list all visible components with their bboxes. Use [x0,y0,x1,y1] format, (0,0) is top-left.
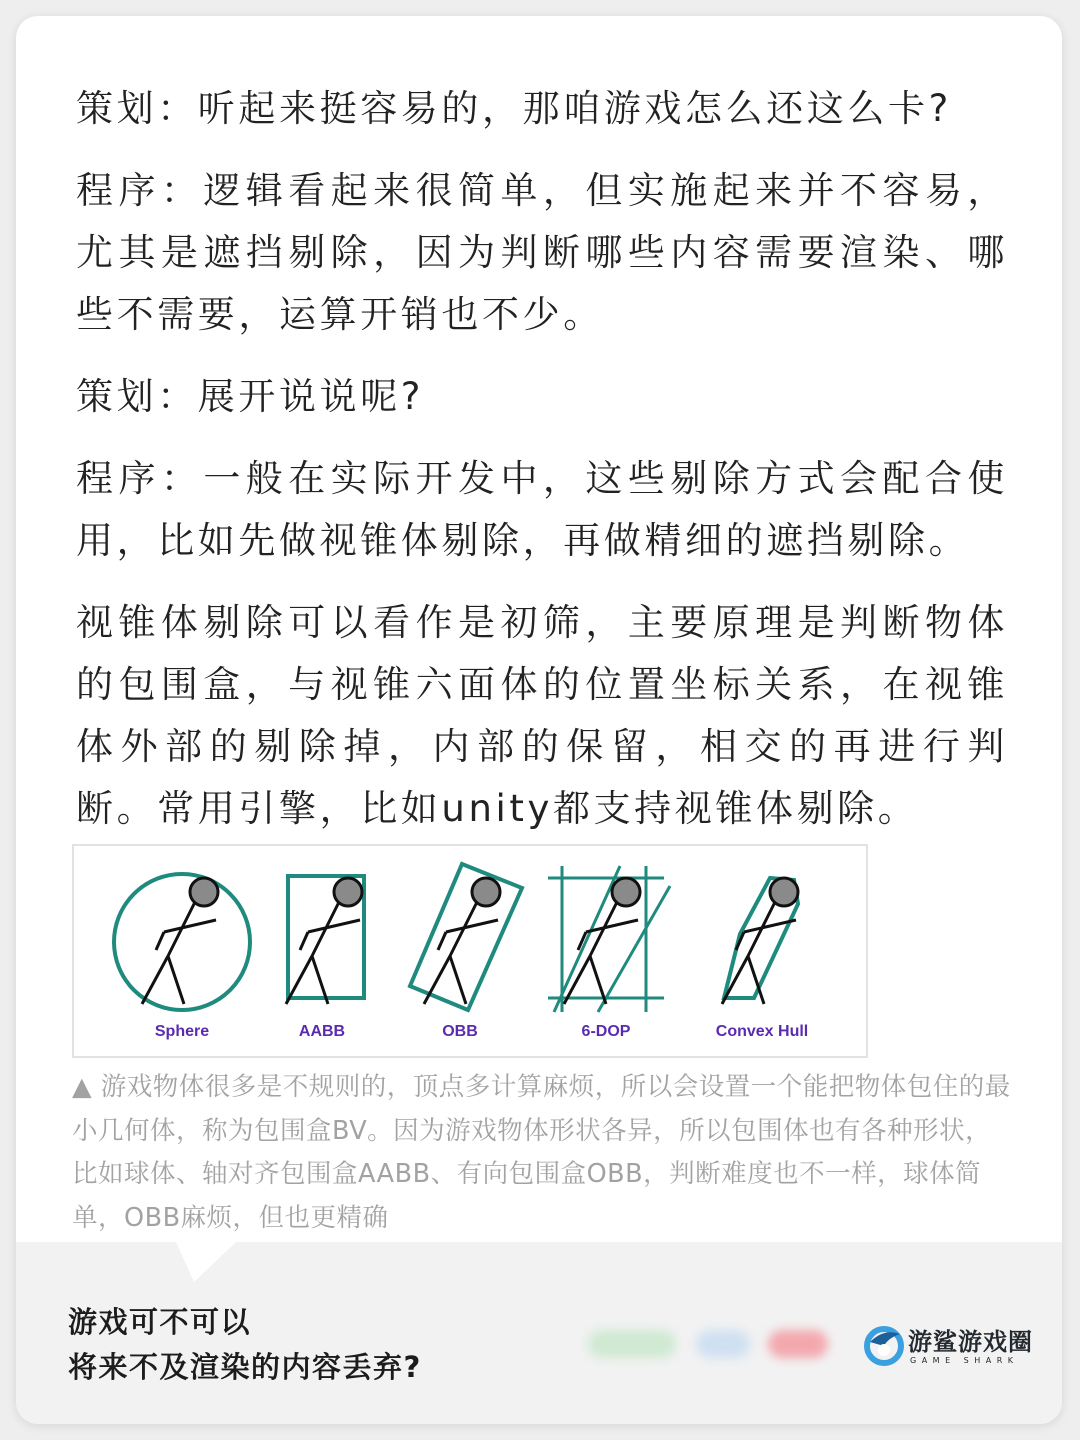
paragraph: 视锥体剔除可以看作是初筛，主要原理是判断物体的包围盒，与视锥六面体的位置坐标关系，在视锥体外部的剔除掉，内部的保留，相交的再进行判断。常用引擎，比如unity都支持视锥体剔除。 [76,601,1008,830]
label-convex-hull: Convex Hull [715,1023,809,1040]
blurred-follow-icon[interactable] [696,1330,750,1358]
sphere-outline [114,874,250,1010]
footer-title-line: 游戏可不可以 [68,1305,252,1339]
paragraph: 策划：听起来挺容易的，那咱游戏怎么还这么卡? [76,87,952,130]
footer-notch [176,1242,236,1282]
obb-outline [410,864,522,1010]
obb-diagram [410,864,522,1010]
footer-title [68,1300,422,1390]
bounding-volume-figure [72,844,868,1058]
label-obb: OBB [442,1023,478,1040]
logo-name: 游鲨游戏圈 [908,1328,1033,1356]
figure-caption: ▲ 游戏物体很多是不规则的，顶点多计算麻烦，所以会设置一个能把物体包住的最小几何体，称为包围盒BV。因为游戏物体形状各异，所以包围体也有各种形状，比如球体、轴对齐包围盒AABB、有向包围盒OBB，判断难度也不一样，球体简单，OBB麻烦，但也更精确 [72,1072,1011,1233]
label-aabb: AABB [298,1023,346,1040]
6dop-diagram [548,866,670,1012]
label-6dop: 6-DOP [581,1023,631,1040]
logo-subtitle: GAME SHARK [910,1356,1019,1365]
sphere-diagram [114,874,250,1010]
convex-hull-diagram [722,878,798,1004]
game-shark-logo [862,1322,1042,1372]
shark-logo-icon [862,1324,906,1368]
aabb-diagram [286,876,364,1004]
blurred-like-icon[interactable] [768,1330,828,1358]
paragraph: 策划：展开说说呢? [76,375,425,418]
paragraph: 程序：逻辑看起来很简单，但实施起来并不容易，尤其是遮挡剔除，因为判断哪些内容需要渲染、哪些不需要，运算开销也不少。 [76,169,1008,336]
label-sphere: Sphere [154,1023,210,1040]
article-card [16,16,1062,1424]
footer-title-line: 将来不及渲染的内容丢弃? [68,1350,422,1384]
paragraph: 程序：一般在实际开发中，这些剔除方式会配合使用，比如先做视锥体剔除，再做精细的遮挡剔除。 [76,457,1008,562]
article-body [76,78,1008,860]
blurred-share-icon[interactable] [588,1330,676,1358]
